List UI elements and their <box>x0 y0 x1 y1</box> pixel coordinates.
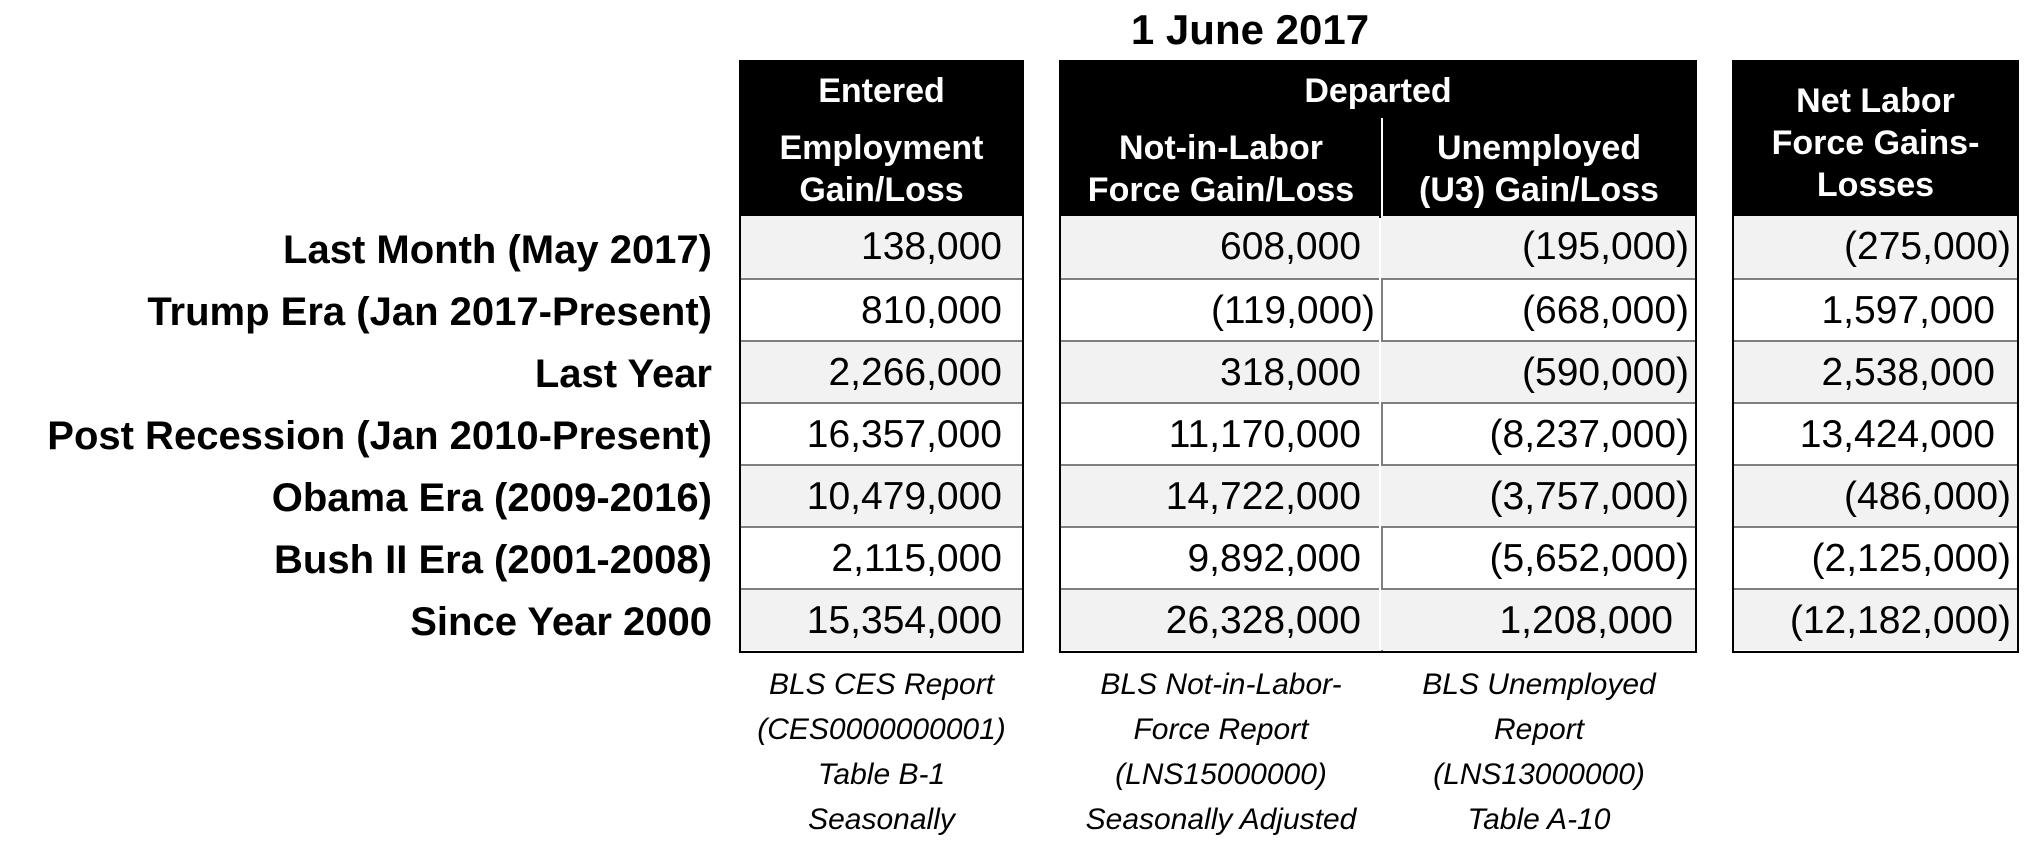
note-line: Table A-10 <box>1467 803 1611 836</box>
row-label: Bush II Era (2001-2008) <box>274 538 712 582</box>
employment-cell: 15,354,000 <box>741 588 1022 650</box>
nilf-source-note <box>1061 662 1381 842</box>
nilf-cell: 26,328,000 <box>1061 588 1379 650</box>
net-cell: 1,597,000 <box>1734 278 2017 340</box>
note-line: (LNS15000000) <box>1115 758 1327 791</box>
row-label: Last Year <box>534 352 712 396</box>
net-header <box>1734 62 2017 218</box>
employment-cell: 10,479,000 <box>741 464 1022 526</box>
note-line: BLS CES Report <box>768 668 995 701</box>
employment-cell: 2,266,000 <box>741 340 1022 402</box>
note-line: Report <box>1493 713 1585 746</box>
unemployed-cell: (668,000) <box>1381 278 1695 340</box>
note-line: BLS Unemployed <box>1422 668 1656 701</box>
employment-cell: 16,357,000 <box>741 402 1022 464</box>
row-label: Last Month (May 2017) <box>283 228 712 272</box>
departed-group-header: Departed <box>1304 72 1452 110</box>
nilf-cell: (119,000) <box>1061 278 1379 340</box>
row-label: Post Recession (Jan 2010-Present) <box>47 414 712 458</box>
note-line: Force Report <box>1133 713 1309 746</box>
employment-cell: 810,000 <box>741 278 1022 340</box>
unemployed-header-line2: (U3) Gain/Loss <box>1419 171 1659 209</box>
employment-cell: 2,115,000 <box>741 526 1022 588</box>
entered-header <box>741 62 1022 218</box>
unemployed-source-note <box>1381 662 1697 842</box>
net-cell: (486,000) <box>1734 464 2017 526</box>
entered-group-header: Entered <box>818 72 945 110</box>
note-line: BLS Not-in-Labor- <box>1100 668 1342 701</box>
net-cell: (275,000) <box>1734 216 2017 278</box>
net-cell: (2,125,000) <box>1734 526 2017 588</box>
employment-header-line2: Gain/Loss <box>799 171 964 209</box>
page-title: 1 June 2017 <box>1130 6 1370 53</box>
row-label: Trump Era (Jan 2017-Present) <box>147 290 712 334</box>
note-line: Seasonally Adjusted <box>1085 803 1357 836</box>
net-cell: 2,538,000 <box>1734 340 2017 402</box>
net-header-line1: Net Labor <box>1796 82 1955 120</box>
row-label: Since Year 2000 <box>410 600 712 644</box>
nilf-cell: 608,000 <box>1061 216 1379 278</box>
nilf-cell: 11,170,000 <box>1061 402 1379 464</box>
nilf-cell: 318,000 <box>1061 340 1379 402</box>
employment-header-line1: Employment <box>779 129 984 167</box>
nilf-cell: 14,722,000 <box>1061 464 1379 526</box>
unemployed-cell: (8,237,000) <box>1381 402 1695 464</box>
employment-cell: 138,000 <box>741 216 1022 278</box>
unemployed-cell: (3,757,000) <box>1381 464 1695 526</box>
nilf-header-line2: Force Gain/Loss <box>1087 171 1355 209</box>
employment-source-note <box>739 662 1024 842</box>
net-cell: 13,424,000 <box>1734 402 2017 464</box>
note-line: Seasonally <box>808 803 955 836</box>
unemployed-cell: 1,208,000 <box>1381 588 1695 650</box>
note-line: (CES0000000001) <box>757 713 1006 746</box>
note-line: Table B-1 <box>817 758 946 791</box>
unemployed-cell: (590,000) <box>1381 340 1695 402</box>
unemployed-cell: (195,000) <box>1381 216 1695 278</box>
note-line: (LNS13000000) <box>1433 758 1645 791</box>
nilf-cell: 9,892,000 <box>1061 526 1379 588</box>
unemployed-header-line1: Unemployed <box>1436 129 1642 167</box>
departed-header <box>1061 62 1695 218</box>
net-cell: (12,182,000) <box>1734 588 2017 650</box>
net-header-line3: Losses <box>1816 166 1935 204</box>
row-label: Obama Era (2009-2016) <box>271 476 712 520</box>
nilf-header-line1: Not-in-Labor <box>1119 129 1323 167</box>
unemployed-cell: (5,652,000) <box>1381 526 1695 588</box>
net-header-line2: Force Gains- <box>1771 124 1980 162</box>
